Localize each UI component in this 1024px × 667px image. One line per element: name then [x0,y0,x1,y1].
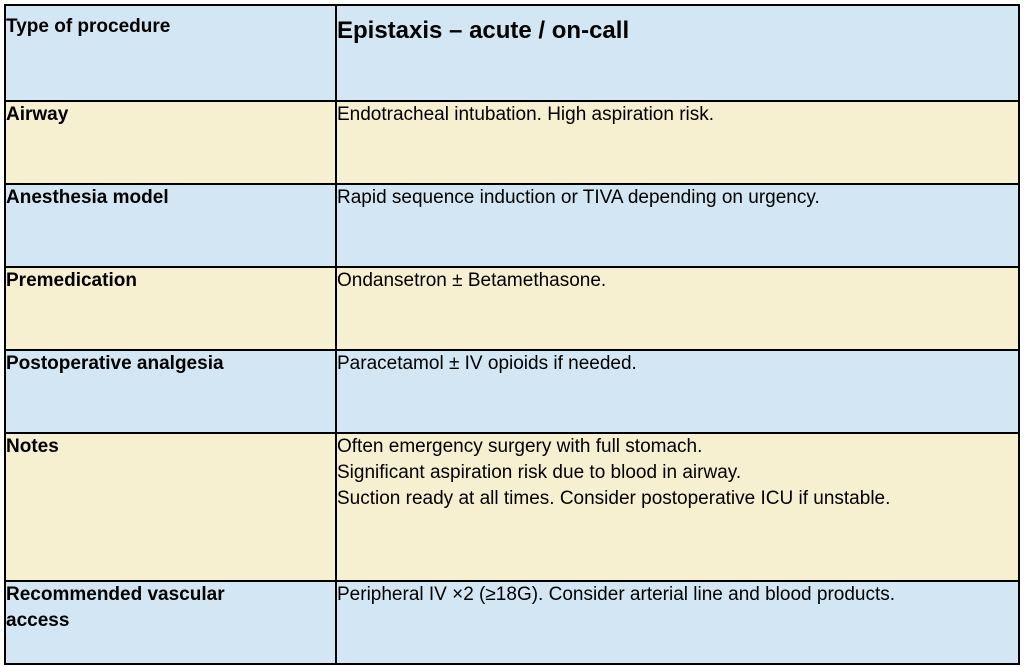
row-value-vascular-access: Peripheral IV ×2 (≥18G). Consider arterial line and blood products. [336,581,1019,664]
vascular-access-label-line: access [6,610,70,631]
row-label-premedication: Premedication [5,267,336,350]
row-value-notes [336,433,1019,581]
row-value-anesthesia-model: Rapid sequence induction or TIVA depending on urgency. [336,184,1019,267]
table-row-header [5,5,1019,101]
row-label-anesthesia-model: Anesthesia model [5,184,336,267]
row-value-premedication: Ondansetron ± Betamethasone. [336,267,1019,350]
row-value-airway: Endotracheal intubation. High aspiration risk. [336,101,1019,184]
row-value-postoperative-analgesia: Paracetamol ± IV opioids if needed. [336,350,1019,433]
row-label-airway: Airway [5,101,336,184]
vascular-access-label-line: Recommended vascular [6,584,225,605]
notes-line: Significant aspiration risk due to blood in airway. [337,462,742,483]
procedure-table [4,4,1020,665]
row-label-vascular-access [5,581,336,664]
table-row-notes [5,433,1019,581]
row-label-notes: Notes [5,433,336,581]
table-row-vascular-access [5,581,1019,664]
table-row-anesthesia-model [5,184,1019,267]
table-row-premedication [5,267,1019,350]
notes-line: Suction ready at all times. Consider postoperative ICU if unstable. [337,488,891,509]
notes-line: Often emergency surgery with full stomach. [337,436,703,457]
row-label-postoperative-analgesia: Postoperative analgesia [5,350,336,433]
header-label: Type of procedure [5,5,336,101]
table-row-postoperative-analgesia [5,350,1019,433]
table-row-airway [5,101,1019,184]
procedure-title: Epistaxis – acute / on-call [336,5,1019,101]
